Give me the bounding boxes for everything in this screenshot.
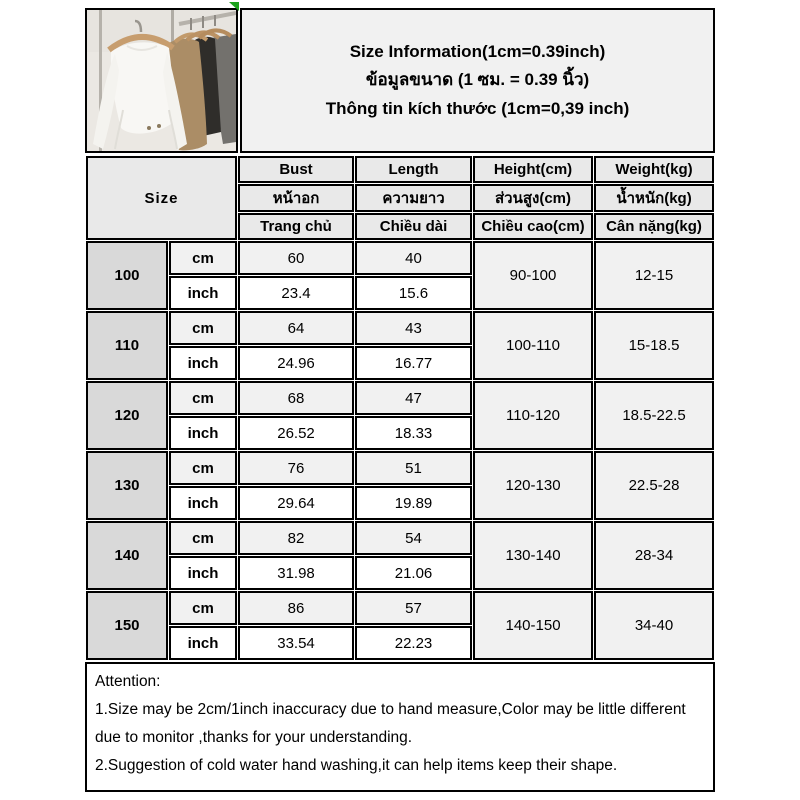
length-cm-value: 43	[355, 311, 472, 345]
size-label: 110	[86, 311, 168, 380]
weight-range-value: 22.5-28	[594, 451, 714, 520]
table-row	[86, 311, 714, 345]
size-label: 100	[86, 241, 168, 310]
unit-cm-label: cm	[169, 451, 237, 485]
height-range-value: 120-130	[473, 451, 593, 520]
col-header-bust-vi: Trang chủ	[238, 213, 354, 240]
bust-inch-value: 29.64	[238, 486, 354, 520]
weight-range-value: 28-34	[594, 521, 714, 590]
weight-range-value: 15-18.5	[594, 311, 714, 380]
unit-inch-label: inch	[169, 276, 237, 310]
bust-cm-value: 60	[238, 241, 354, 275]
bust-inch-value: 31.98	[238, 556, 354, 590]
size-label: 140	[86, 521, 168, 590]
size-table	[85, 155, 715, 661]
length-cm-value: 54	[355, 521, 472, 555]
size-label: 130	[86, 451, 168, 520]
size-chart-page	[85, 8, 715, 792]
attention-title: Attention:	[95, 673, 161, 690]
shirts-on-hangers-illustration	[87, 10, 236, 151]
col-header-bust-th: หน้าอก	[238, 184, 354, 212]
unit-inch-label: inch	[169, 486, 237, 520]
col-header-weight-en: Weight(kg)	[594, 156, 714, 183]
bust-inch-value: 26.52	[238, 416, 354, 450]
unit-inch-label: inch	[169, 626, 237, 660]
table-row	[86, 381, 714, 415]
size-header-cell: Size	[86, 156, 237, 240]
height-range-value: 90-100	[473, 241, 593, 310]
header-section	[85, 8, 715, 153]
length-inch-value: 18.33	[355, 416, 472, 450]
table-row	[86, 241, 714, 275]
bust-cm-value: 86	[238, 591, 354, 625]
length-inch-value: 16.77	[355, 346, 472, 380]
height-range-value: 100-110	[473, 311, 593, 380]
weight-range-value: 34-40	[594, 591, 714, 660]
col-header-length-vi: Chiều dài	[355, 213, 472, 240]
length-cm-value: 40	[355, 241, 472, 275]
col-header-height-th: ส่วนสูง(cm)	[473, 184, 593, 212]
weight-range-value: 18.5-22.5	[594, 381, 714, 450]
length-inch-value: 15.6	[355, 276, 472, 310]
size-label: 120	[86, 381, 168, 450]
col-header-weight-th: น้ำหนัก(kg)	[594, 184, 714, 212]
bust-cm-value: 76	[238, 451, 354, 485]
unit-inch-label: inch	[169, 416, 237, 450]
col-header-length-en: Length	[355, 156, 472, 183]
col-header-length-th: ความยาว	[355, 184, 472, 212]
height-range-value: 130-140	[473, 521, 593, 590]
length-cm-value: 51	[355, 451, 472, 485]
col-header-bust-en: Bust	[238, 156, 354, 183]
product-photo	[85, 8, 238, 153]
length-inch-value: 19.89	[355, 486, 472, 520]
unit-cm-label: cm	[169, 381, 237, 415]
unit-inch-label: inch	[169, 556, 237, 590]
bust-cm-value: 82	[238, 521, 354, 555]
length-cm-value: 57	[355, 591, 472, 625]
table-header-row-en	[86, 156, 714, 183]
length-inch-value: 21.06	[355, 556, 472, 590]
size-information-title	[240, 8, 715, 153]
col-header-weight-vi: Cân nặng(kg)	[594, 213, 714, 240]
unit-cm-label: cm	[169, 591, 237, 625]
size-label: 150	[86, 591, 168, 660]
height-range-value: 110-120	[473, 381, 593, 450]
unit-cm-label: cm	[169, 241, 237, 275]
table-row	[86, 591, 714, 625]
bust-cm-value: 64	[238, 311, 354, 345]
col-header-height-en: Height(cm)	[473, 156, 593, 183]
attention-note	[85, 662, 715, 792]
bust-cm-value: 68	[238, 381, 354, 415]
length-inch-value: 22.23	[355, 626, 472, 660]
unit-cm-label: cm	[169, 311, 237, 345]
col-header-height-vi: Chiều cao(cm)	[473, 213, 593, 240]
title-line-en: Size Information(1cm=0.39inch)	[349, 41, 606, 61]
height-range-value: 140-150	[473, 591, 593, 660]
bust-inch-value: 23.4	[238, 276, 354, 310]
attention-line-2: 2.Suggestion of cold water hand washing,it can help items keep their shape.	[95, 756, 618, 774]
length-cm-value: 47	[355, 381, 472, 415]
table-row	[86, 451, 714, 485]
bust-inch-value: 24.96	[238, 346, 354, 380]
bust-inch-value: 33.54	[238, 626, 354, 660]
unit-cm-label: cm	[169, 521, 237, 555]
table-row	[86, 521, 714, 555]
unit-inch-label: inch	[169, 346, 237, 380]
title-line-vi: Thông tin kích thước (1cm=0,39 inch)	[325, 98, 630, 118]
weight-range-value: 12-15	[594, 241, 714, 310]
attention-line-1: 1.Size may be 2cm/1inch inaccuracy due to hand measure,Color may be little different due to monitor ,thanks for your understanding.	[95, 700, 686, 746]
title-line-th: ข้อมูลขนาด (1 ซม. = 0.39 นิ้ว)	[365, 70, 590, 90]
